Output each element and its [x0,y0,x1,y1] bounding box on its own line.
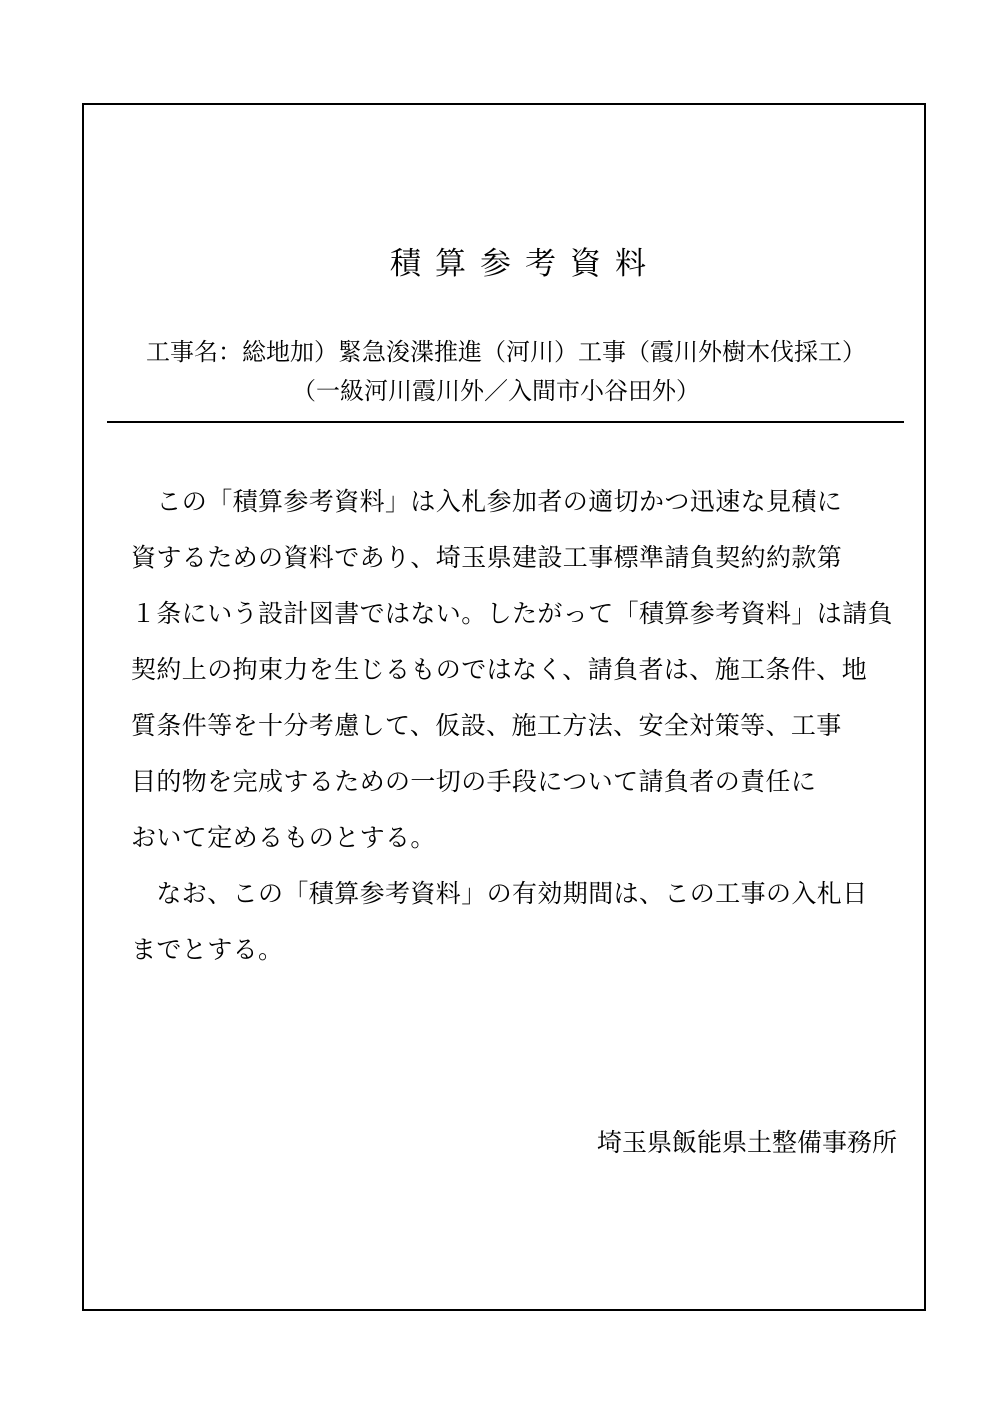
body-line: なお、この「積算参考資料」の有効期間は、この工事の入札日 [131,879,868,908]
body-line: 契約上の拘束力を生じるものではなく、請負者は、施工条件、地 [131,655,868,684]
body-line: おいて定めるものとする。 [131,823,436,852]
body-line: １条にいう設計図書ではない。したがって「積算参考資料」は請負 [131,599,894,628]
body-line: 資するための資料であり、埼玉県建設工事標準請負契約約款第 [131,543,843,572]
body-line: 目的物を完成するための一切の手段について請負者の責任に [131,767,817,796]
work-location: （一級河川霞川外／入間市小谷田外） [292,377,700,405]
issuer-office: 埼玉県飯能県土整備事務所 [596,1128,897,1157]
work-name: 工事名：総地加）緊急浚渫推進（河川）工事（霞川外樹木伐採工） [146,338,866,366]
body-line: 質条件等を十分考慮して、仮設、施工方法、安全対策等、工事 [131,711,842,740]
body-line: までとする。 [131,935,284,964]
header-divider [107,421,904,423]
body-line: この「積算参考資料」は入札参加者の適切かつ迅速な見積に [131,487,843,516]
document-title: 積算参考資料 [390,246,660,282]
